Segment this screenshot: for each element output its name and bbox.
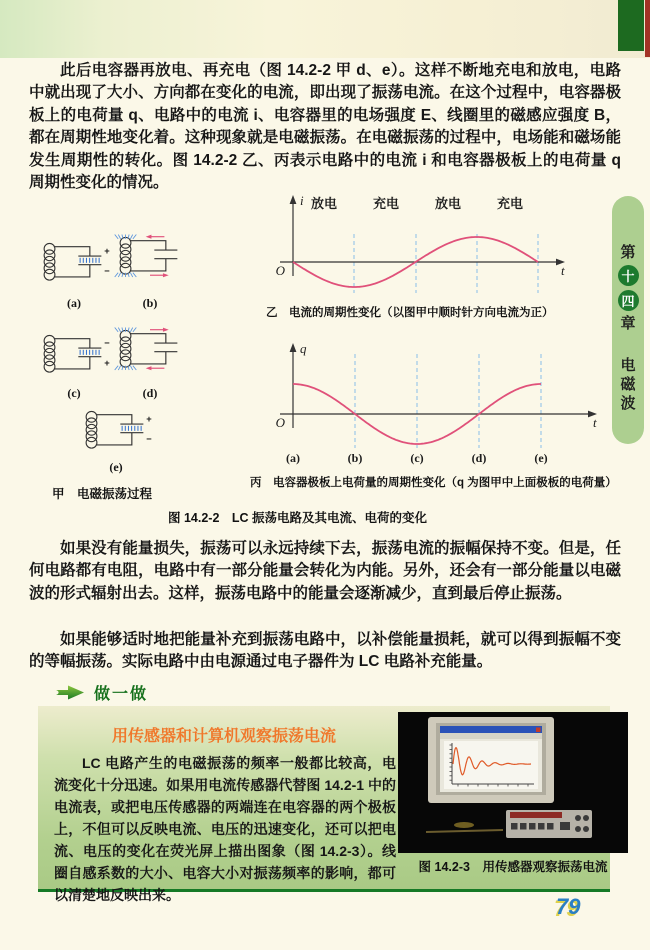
svg-text:+: + [104,245,110,256]
circuit-label-a: (a) [67,296,81,310]
chapter-number-circle-1: 十 [618,265,639,286]
svg-text:−: − [104,266,110,277]
svg-text:O: O [275,415,285,430]
circuit-label-b: (b) [142,296,158,310]
activity-panel [38,706,610,903]
svg-text:t: t [561,263,565,278]
svg-text:(e): (e) [534,451,548,465]
paragraph-energy-补充: 如果能够适时地把能量补充到振荡电路中，以补偿能量损耗，就可以得到振幅不变的等幅振荡。实际电路中由电源通过电子器件为 LC 电路补充能量。 [29,631,621,671]
caption-bing: 丙 电容器极板上电荷量的周期性变化（q 为图甲中上面极板的电荷量） [250,477,617,489]
chapter-side-tab [612,196,644,444]
svg-text:充电: 充电 [372,196,400,211]
chapter-tab-suffix: 章 [620,315,636,332]
svg-text:t: t [593,415,597,430]
activity-header-label: 做一做 [94,686,149,703]
circuit-diagram-a [38,240,110,285]
chapter-tab-title: 电磁波 [620,357,636,412]
corner-green-block [618,0,644,51]
circuit-label-e: (e) [109,460,123,474]
circuit-diagram-e [80,408,152,453]
svg-text:q: q [300,342,307,356]
svg-text:i: i [300,193,304,208]
page-number: 79 [556,894,581,919]
svg-text:(d): (d) [471,451,487,465]
page-edge-red-strip [645,0,650,57]
page-top-gradient [0,0,650,58]
svg-text:充电: 充电 [496,196,524,211]
circuit-label-c: (c) [67,386,81,400]
caption-yi: 乙 电流的周期性变化（以图甲中顺时针方向电流为正） [266,307,554,319]
svg-text:+: + [104,358,110,369]
charge-time-graph [258,342,610,470]
chapter-number-circle-2: 四 [618,290,639,311]
paragraph-oscillating-current: 此后电容器再放电、再充电（图 14.2-2 甲 d、e）。这样不断地充电和放电，电路中就出现了大小、方向都在变化的电流，即出现了振荡电流。在这个过程中，电容器极板上的电荷量 q、电路中的电流 i、电容器里的电场强度 E、线圈里的磁感应强度 B，都在周期性地变化着。这种现象就是电磁振荡。在电磁振荡的过程中，电场能和磁场能发生周期性的转化。图 14.2-2 乙、丙表示电路中的电流 i 和电容器极板上的电荷量 q 周期性变化的情况。 [29,62,621,192]
activity-arrow-icon [55,684,85,701]
svg-text:(a): (a) [286,451,300,465]
svg-text:−: − [146,434,152,445]
circuit-diagram-d [114,327,186,372]
svg-text:放电: 放电 [310,196,338,211]
svg-text:(b): (b) [347,451,363,465]
circuit-diagram-b [114,234,186,279]
caption-jia: 甲 电磁振荡过程 [52,487,153,501]
paragraph-energy-loss: 如果没有能量损失，振荡可以永远持续下去，振荡电流的振幅保持不变。但是，任何电路都有电阻，电路中有一部分能量会转化为内能。另外，还会有一部分能量以电磁波的形式辐射出去。这样，振荡电路中的能量会逐渐减少，直到最后停止振荡。 [29,540,621,602]
current-time-graph [258,190,583,302]
svg-text:放电: 放电 [434,196,462,211]
svg-text:(c): (c) [410,451,424,465]
chapter-tab-prefix: 第 [620,244,636,261]
activity-body: LC 电路产生的电磁振荡的频率一般都比较高，电流变化十分迅速。如果用电流传感器代替图 14.2-1 中的电流表，或把电压传感器的两端连在电容器的两个极板上，不但可以反映电流、电压的迅速变化，还可以把电流、电压的变化在荧光屏上描出图象（图 14.2-3）。线圈自感系数的大小、电容大小对振荡频率的影响，都可以清楚地反映出来。 [54,755,396,903]
activity-header [55,681,148,704]
figure-main-caption: 图 14.2-2 LC 振荡电路及其电流、电荷的变化 [168,511,428,525]
svg-text:−: − [104,337,110,348]
svg-text:O: O [275,263,285,278]
experiment-photo [398,712,628,853]
activity-title: 用传感器和计算机观察振荡电流 [111,728,336,745]
photo-caption: 图 14.2-3 用传感器观察振荡电流 [418,860,608,874]
circuit-diagram-c [38,332,110,377]
svg-text:+: + [146,413,152,424]
circuit-label-d: (d) [142,386,158,400]
